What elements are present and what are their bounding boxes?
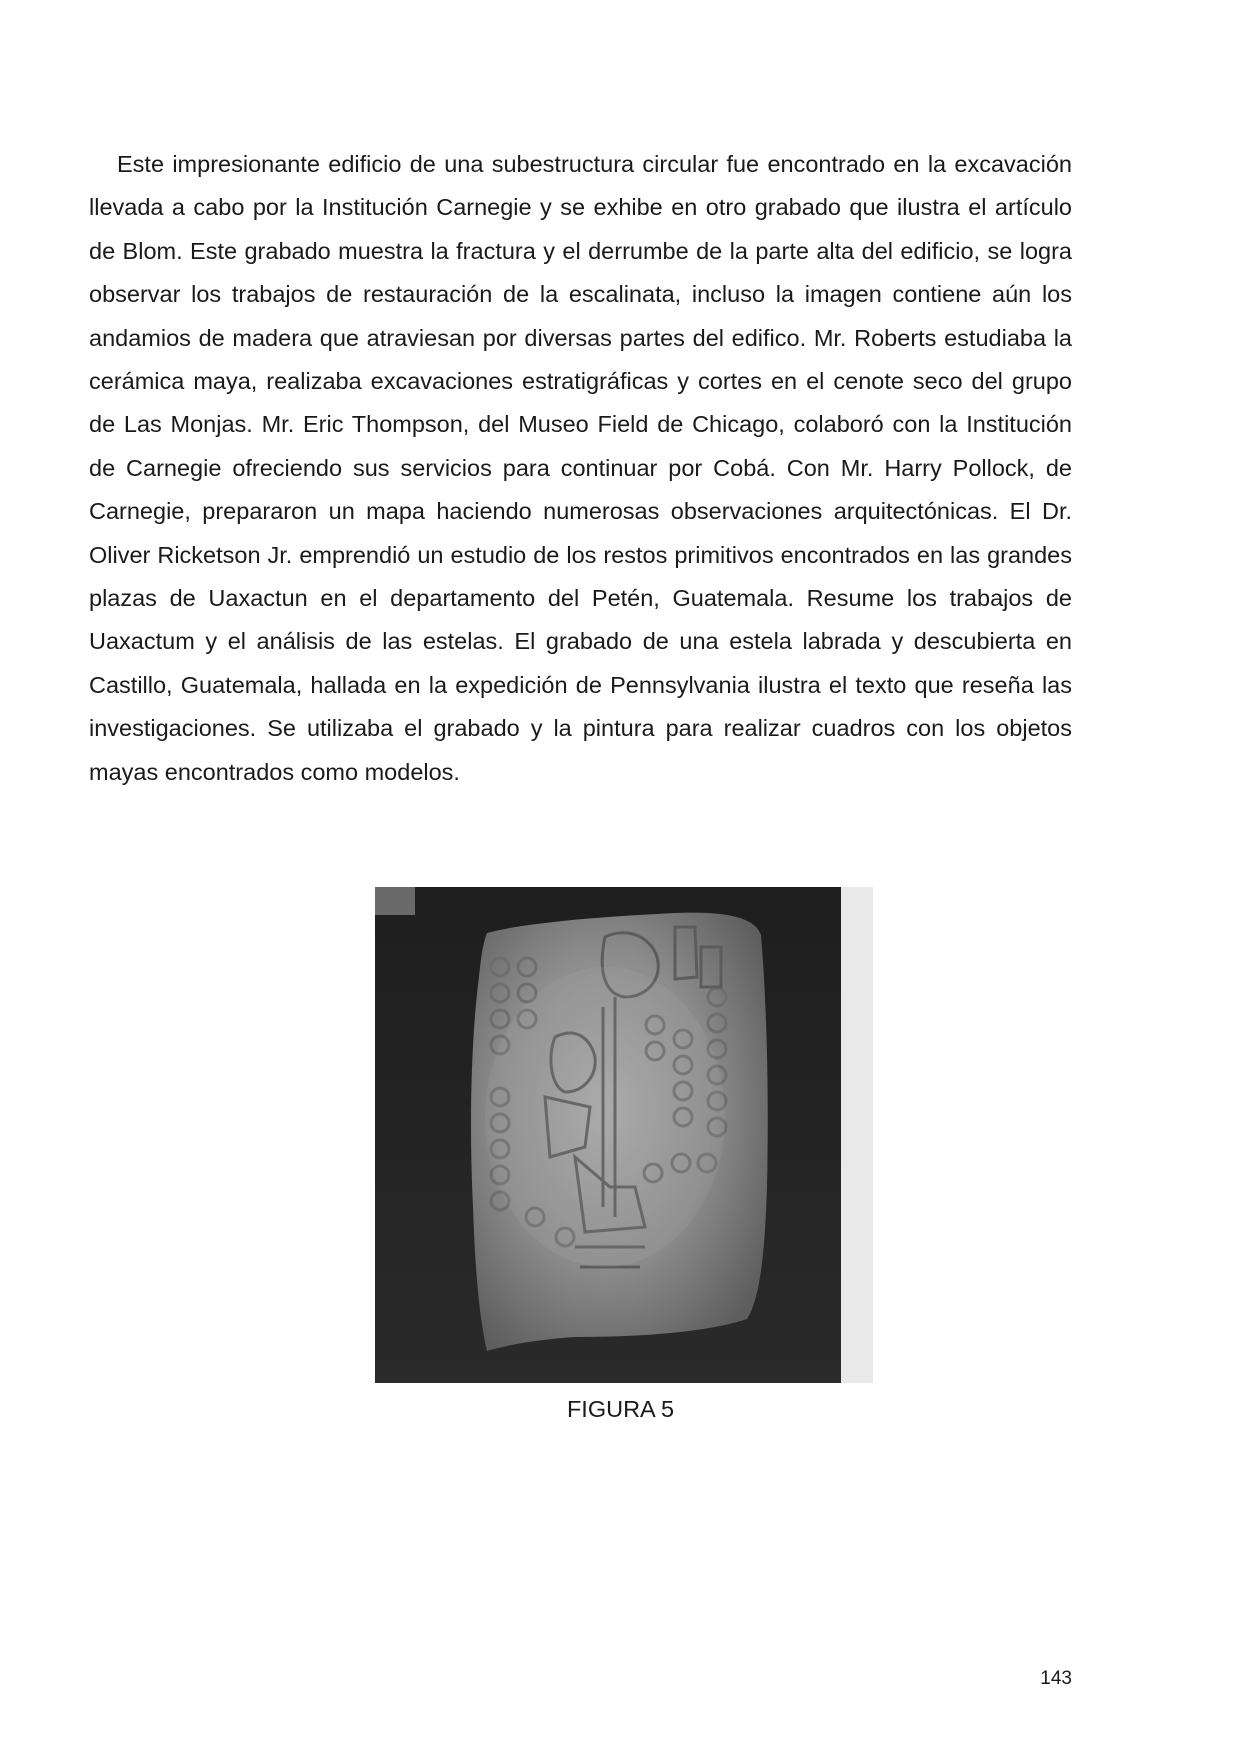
page-number: 143	[1040, 1668, 1072, 1689]
figure-caption: FIGURA 5	[566, 1396, 675, 1422]
body-paragraph: Este impresionante edificio de una subestructura circular fue encontrado en la excavación llevada a cabo por la Institución Carnegie y se exhibe en otro grabado que ilustra el artículo de Blom. Este grabado muestra la fractura y el derrumbe de la parte alta del edificio, se logra observar los trabajos de restauración de la escalinata, incluso la imagen contiene aún los andamios de madera que atraviesan por diversas partes del edifico. Mr. Roberts estudiaba la cerámica maya, realizaba excavaciones estratigráficas y cortes en el cenote seco del grupo de Las Monjas. Mr. Eric Thompson, del Museo Field de Chicago, colaboró con la Institución de Carnegie ofreciendo sus servicios para continuar por Cobá. Con Mr. Harry Pollock, de Carnegie, prepararon un mapa haciendo numerosas observaciones arquitectónicas. El Dr. Oliver Ricketson Jr. emprendió un estudio de los restos primitivos encontrados en las grandes plazas de Uaxactun en el departamento del Petén, Guatemala. Resume los trabajos de Uaxactum y el análisis de las estelas. El grabado de una estela labrada y descubierta en Castillo, Guatemala, hallada en la expedición de Pennsylvania ilustra el texto que reseña las investigaciones. Se utilizaba el grabado y la pintura para realizar cuadros con los objetos mayas encontrados como modelos.	[89, 151, 1072, 785]
stele-figure-image	[375, 887, 873, 1383]
